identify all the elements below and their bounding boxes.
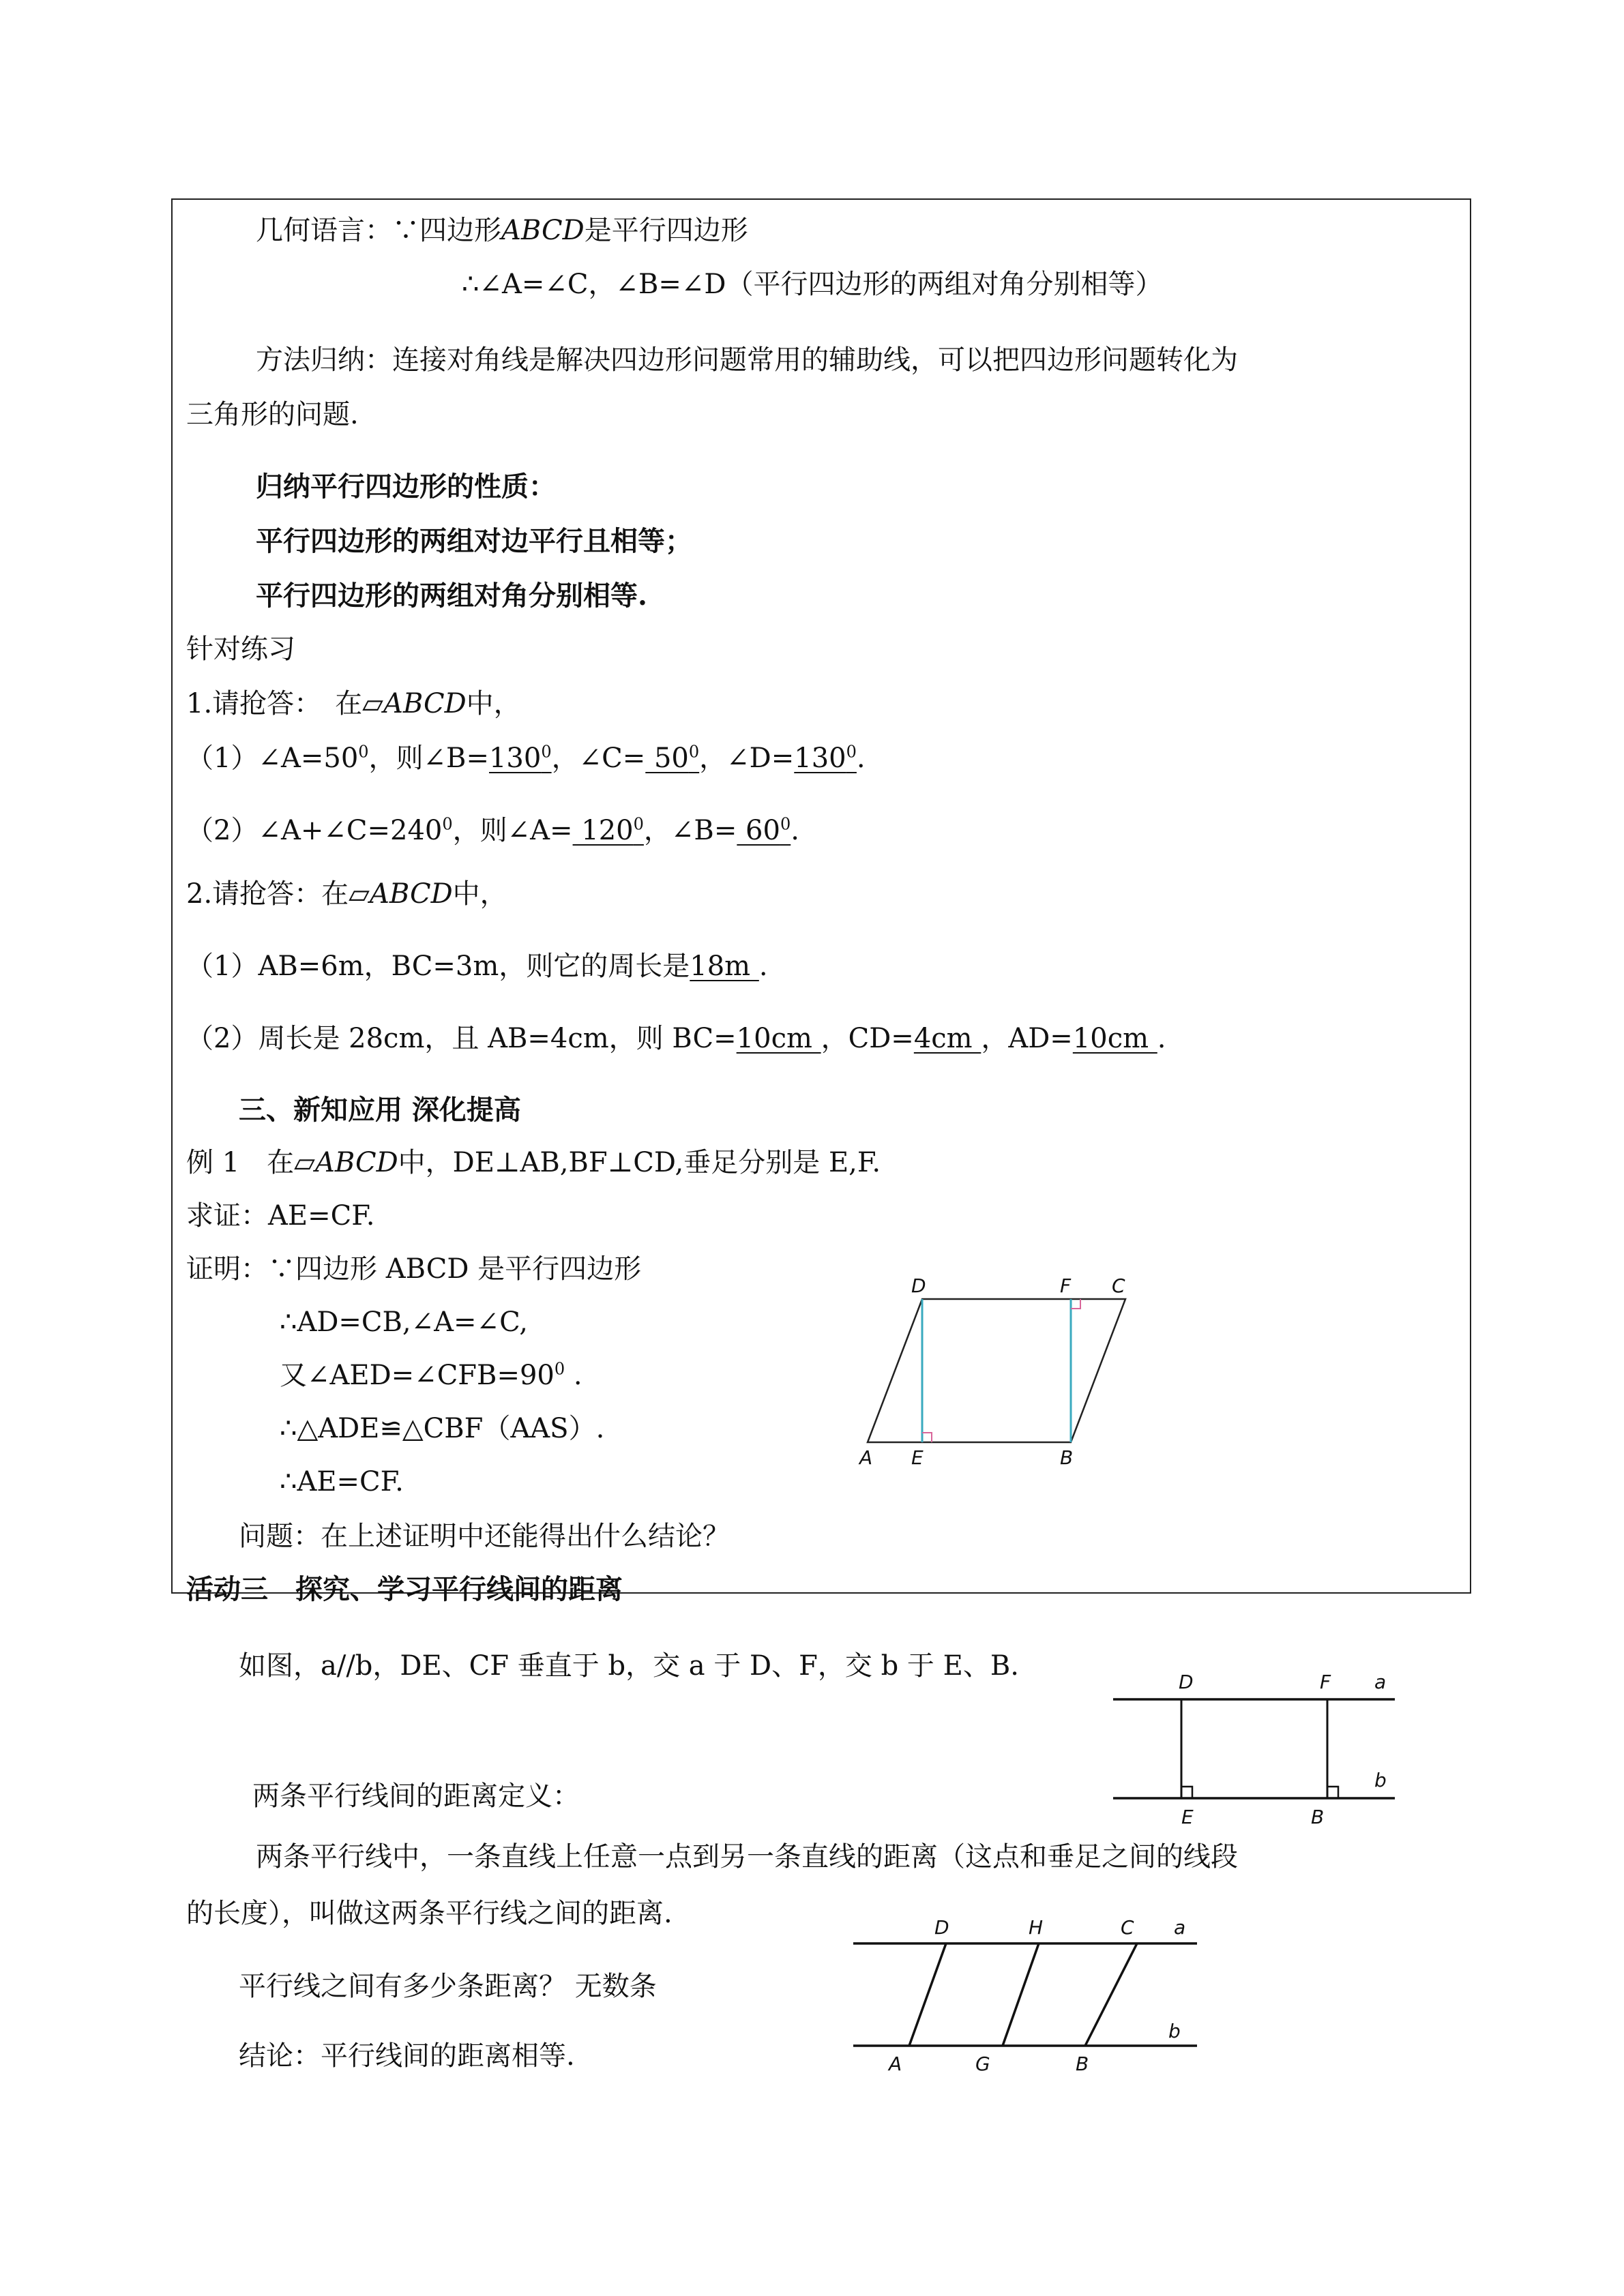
answer-perimeter: 18m [690,951,759,982]
activity-3-intro: 如图，a//b，DE、CF 垂直于 b，交 a 于 D、F，交 b 于 E、B. [239,1650,1019,1682]
proof-line-2: ∴AD=CB,∠A=∠C, [280,1307,528,1338]
answer-angle-b: $130^0$ [488,742,552,774]
follow-up-question: 问题：在上述证明中还能得出什么结论？ [239,1521,730,1552]
question-2-part-2: （2）周长是 28cm，且 AB=4cm，则 BC=10cm ，CD=4cm ，AD=10cm . [186,1023,1166,1054]
example-1: 例 1 在▱ABCD中，DE⊥AB,BF⊥CD,垂足分别是 E,F. [186,1147,881,1178]
proof-line-1: 证明：∵四边形 ABCD 是平行四边形 [186,1253,642,1285]
prove-statement: 求证：AE=CF. [186,1200,375,1232]
answer-angle-c: $50^0$ [645,742,700,774]
right-angle-mark-b2 [1327,1787,1338,1798]
label-g3: G [975,2053,990,2075]
parallelogram-figure [853,1272,1153,1469]
label-c3: C [1121,1916,1134,1939]
parallelogram-abcd [868,1299,1125,1442]
label-e2: E [1181,1806,1194,1828]
answer-angle-a: $120^0$ [572,814,644,846]
question-2-part-1: （1）AB=6m，BC=3m，则它的周长是18m . [186,951,768,982]
label-b2: B [1311,1806,1325,1828]
answer-bc: 10cm [736,1023,821,1054]
label-f: F [1060,1274,1072,1297]
answer-ad: 10cm [1072,1023,1157,1054]
geometry-conclusion-line: ∴∠A=∠C，∠B=∠D（平行四边形的两组对角分别相等） [462,269,1163,300]
question-2-intro: 2.请抢答：在▱ABCD中， [186,878,507,910]
parallel-lines-perpendicular-figure [1105,1664,1405,1834]
answer-angle-d: $130^0$ [794,742,857,774]
activity-3-title: 活动三 探究、学习平行线间的距离 [186,1573,623,1605]
label-d: D [911,1274,926,1297]
label-a-line-3: a [1174,1916,1186,1939]
answer-angle-b-2: $60^0$ [737,814,791,846]
label-a: A [859,1446,873,1469]
right-angle-mark-e [922,1433,932,1442]
label-a3: A [889,2053,902,2075]
geometry-language-line: 几何语言：∵四边形ABCD是平行四边形 [256,215,748,246]
label-c: C [1112,1274,1125,1297]
distance-definition-title: 两条平行线间的距离定义： [252,1780,580,1812]
label-a-line: a [1374,1671,1387,1693]
question-1-part-1: $(1)\angle A=50^0$，则$\angle B=130^0$，∠C= $50^0$，$\angle D=130^0$. [186,742,866,774]
proof-line-3: 又$\angle AED=\angle CFB=90^0$ . [280,1359,582,1391]
property-1: 平行四边形的两组对边平行且相等； [256,525,692,557]
label-b-line: b [1374,1769,1387,1791]
question-1-intro: 1.请抢答： 在▱ABCD中， [186,688,521,719]
properties-title: 归纳平行四边形的性质： [256,471,556,503]
segment-cb [1085,1943,1137,2046]
proof-line-5: ∴AE=CF. [280,1466,404,1497]
label-b-line-3: b [1168,2020,1181,2042]
answer-cd: 4cm [913,1023,981,1054]
label-d2: D [1179,1671,1194,1693]
label-f2: F [1320,1671,1331,1693]
distance-definition-line-1: 两条平行线中，一条直线上任意一点到另一条直线的距离（这点和垂足之间的线段 [256,1841,1238,1873]
parallel-lines-equal-distance-figure [849,1909,1204,2093]
question-1-part-2: $(2)\angle A+\angle C=240^0$，则∠A= $120^0$，∠B= $60^0$. [186,814,799,846]
label-b: B [1060,1446,1074,1469]
property-2: 平行四边形的两组对角分别相等. [256,580,647,612]
segment-da [909,1943,946,2046]
practice-title: 针对练习 [186,633,295,665]
method-line-2: 三角形的问题. [186,399,359,430]
distance-definition-line-2: 的长度），叫做这两条平行线之间的距离. [186,1898,673,1929]
right-angle-mark-f [1071,1299,1080,1309]
method-line-1: 方法归纳：连接对角线是解决四边形问题常用的辅助线，可以把四边形问题转化为 [256,344,1238,376]
section-3-title: 三、新知应用 深化提高 [239,1094,521,1126]
label-h3: H [1029,1916,1044,1939]
proof-line-4: ∴△ADE≌△CBF（AAS）. [280,1413,605,1444]
label-e: E [911,1446,924,1469]
label-d3: D [934,1916,949,1939]
distance-count-question: 平行线之间有多少条距离？ 无数条 [239,1971,657,2002]
segment-hg [1003,1943,1039,2046]
activity-3-conclusion: 结论：平行线间的距离相等. [239,2040,575,2072]
label-b3: B [1076,2053,1089,2075]
right-angle-mark-e2 [1181,1787,1192,1798]
